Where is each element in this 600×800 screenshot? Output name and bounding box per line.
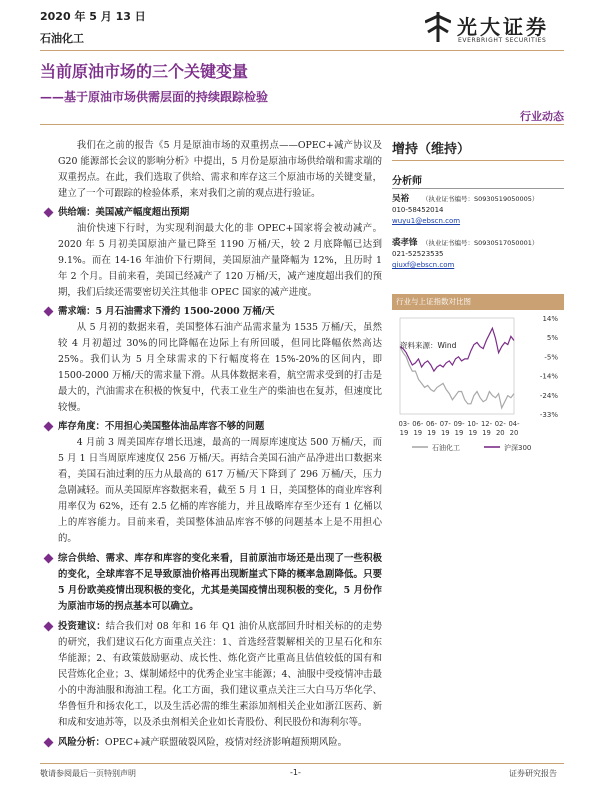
- page-number: -1-: [290, 768, 301, 777]
- report-type-tag: 行业动态: [520, 110, 564, 123]
- investment-heading: 投资建议：: [58, 621, 106, 632]
- section-heading-text: 需求端：5 月石油需求下滑约 1500-2000 万桶/天: [58, 306, 275, 317]
- chart-title: 行业与上证指数对比图: [392, 294, 564, 310]
- summary-text: 综合供给、需求、库存和库容的变化来看，目前原油市场还是出现了一些积极的变化，全球库容不足导致原油价格再出现断崖式下降的概率急剧降低。只要 5 月份欧美疫情出现积极的变化，尤其是美国疫情出现积极的变化，5 月份作为原油市场的拐点基本可以确立。: [58, 553, 382, 612]
- summary-paragraph: [45, 551, 382, 615]
- rating-badge: 增持（维持）: [392, 142, 471, 157]
- logo-mark-icon: [425, 12, 451, 42]
- page-subtitle: ——基于原油市场供需层面的持续跟踪检验: [40, 90, 269, 104]
- footer-divider: [40, 763, 564, 764]
- diamond-bullet-icon: [44, 738, 54, 748]
- chart-x-tick-year: 19: [427, 429, 436, 437]
- section-heading-text: 库存角度：不用担心美国整体油品库容不够的问题: [58, 421, 265, 432]
- logo-text: 光大证券: [457, 15, 549, 39]
- chart-y-tick-label: -24%: [539, 391, 558, 400]
- diamond-bullet-icon: [44, 622, 54, 632]
- section-heading: [45, 304, 382, 320]
- analyst-card: [392, 238, 564, 271]
- chart-x-tick-year: 19: [482, 429, 491, 437]
- section-body: 从 5 月初的数据来看，美国整体石油产品需求量为 1535 万桶/天，虽然较 4 月初超过 30%的同比降幅在边际上有所回暖，但同比降幅依然高达 25%。我们认为 5 月全球需求的下行幅度将在 15%-20%的区间内，即 1500-2000 万桶/天的需求量下滑。从具体数据来看，航空需求受到的打击是最大的，汽油需求在积极的恢复中，代表工业生产的柴油也在复苏，但速度比较慢。: [58, 322, 382, 413]
- analyst-email-link[interactable]: qiuxf@ebscn.com: [392, 261, 455, 269]
- investment-advice: [45, 619, 382, 731]
- comparison-chart: [392, 294, 564, 474]
- footer-disclaimer: 敬请参阅最后一页特别声明: [40, 769, 136, 778]
- analyst-phone: 010-58452014: [392, 206, 444, 214]
- risk-heading: 风险分析：: [58, 737, 105, 748]
- section-body: 4 月前 3 周美国库存增长迅速，最高的一周原库速度达 500 万桶/天，而 5 月 1 日当周原库速度仅 256 万桶/天。再结合美国石油产品净进出口数据来看，美国石油过剩的压力从最高的 617 万桶/天下降到了 296 万桶/天，压力急剧减轻。而从美国原库容数据来看，截至 5 月 1 日，美国整体的商业库容利用率仅为 62%，还有 2.5 亿桶的库容能力，并且战略库存至少还有 1 亿桶以上的库容能力。目前来看，美国整体油品库容不够的问题基本上是不用担心的。: [58, 437, 382, 544]
- report-sector: 石油化工: [40, 32, 84, 45]
- chart-source: 资料来源：Wind: [400, 341, 457, 350]
- chart-x-tick-label: 04-: [508, 420, 520, 428]
- chart-x-tick-label: 06-: [425, 420, 438, 428]
- section-demand: [58, 304, 382, 416]
- chart-x-tick-label: 07-: [439, 420, 451, 428]
- analyst-card: [392, 194, 564, 227]
- section-body: 油价快速下行时，为实现利润最大化的非 OPEC+国家将会被动减产。2020 年 5 月初美国原油产量已降至 1190 万桶/天，较 2 月底降幅已达到 9.1%。而在 14-16 年油价下行期间，美国原油产量降幅为 12%，且历时 1 年 2 个月。目前来看，美国已经减产了 120 万桶/天，减产速度超出我们的预期，我们后续还需要密切关注其他非 OPEC 国家的减产进度。: [58, 223, 382, 298]
- analyst-license: （执业证书编号：S0930519050005）: [422, 195, 539, 203]
- logo-english: EVERBRIGHT SECURITIES: [458, 37, 547, 44]
- analyst-heading: 分析师: [392, 176, 422, 187]
- intro-paragraph: 我们在之前的报告《5 月是原油市场的双重拐点——OPEC+减产协议及 G20 能源部长会议的影响分析》中提出，5 月份是原油市场供给端和需求端的双重拐点。在此，我们选取了供给、需求和库存这三个原油市场的关键变量，建立了一个可跟踪的检验体系，来对我们之前的观点进行验证。: [58, 140, 382, 199]
- diamond-bullet-icon: [44, 554, 54, 564]
- section-heading: [45, 205, 382, 221]
- chart-y-tick-label: 14%: [542, 315, 558, 323]
- analyst-license: （执业证书编号：S0930517050001）: [422, 239, 539, 247]
- chart-canvas: [392, 310, 564, 474]
- chart-x-tick-year: 19: [454, 429, 464, 437]
- chart-legend-label: 沪深300: [504, 444, 532, 452]
- chart-x-tick-year: 19: [399, 429, 409, 437]
- title-divider: [40, 124, 564, 125]
- analyst-name: 裘孝锋: [392, 238, 418, 248]
- analyst-divider: [392, 188, 564, 189]
- main-column: [58, 138, 382, 751]
- investment-text: 结合我们对 08 年和 16 年 Q1 油价从底部回升时相关标的的走势的研究，我们建议石化方面重点关注：1、首选经营製解相关的卫星石化和东华能源；2、有政策鼓励驱动、成长性、炼化资产比重高且估值较低的国有和民营炼化企业；3、煤制烯烃中的优秀企业宝丰能源；4、油服中受疫情冲击最小的中海油服和海油工程。化工方面，我们建议重点关注三大白马万华化学、华鲁恒升和扬农化工，以及生活必需的维生素添加剂相关企业如浙江医药、新和成和安迪苏等，以及杀虫剂相关企业如长青股份、利民股份和海利尔等。: [58, 621, 382, 728]
- chart-x-tick-label: 06-: [412, 420, 424, 428]
- section-inventory: [58, 419, 382, 547]
- chart-x-tick-label: 02-: [494, 420, 506, 428]
- chart-x-tick-year: 20: [495, 429, 505, 437]
- analyst-email-link[interactable]: wuyu1@ebscn.com: [392, 217, 461, 225]
- chart-y-tick-label: -33%: [539, 411, 558, 419]
- chart-x-tick-year: 19: [468, 429, 478, 437]
- risk-text: OPEC+减产联盟破裂风险，疫情对经济影响超预期风险。: [104, 737, 348, 748]
- footer-report-type: 证券研究报告: [509, 769, 557, 778]
- section-heading-text: 供给端：美国减产幅度超出预期: [58, 207, 190, 218]
- chart-x-tick-year: 20: [509, 429, 519, 437]
- risk-analysis: [45, 735, 382, 751]
- report-date: 2020 年 5 月 13 日: [40, 10, 146, 23]
- chart-series-line-0: [400, 347, 514, 408]
- diamond-bullet-icon: [44, 307, 54, 317]
- chart-legend-label: 石油化工: [432, 444, 460, 452]
- rating-divider: [392, 160, 564, 161]
- page-title: 当前原油市场的三个关键变量: [40, 62, 249, 81]
- analyst-phone: 021-52523535: [392, 250, 444, 258]
- section-heading: [45, 419, 382, 435]
- chart-y-tick-label: -5%: [544, 353, 558, 362]
- diamond-bullet-icon: [44, 422, 54, 432]
- section-supply: [58, 205, 382, 301]
- analyst-name: 吴裕: [392, 194, 410, 204]
- chart-x-tick-label: 10-: [467, 420, 479, 428]
- chart-y-tick-label: -14%: [539, 372, 558, 381]
- company-logo: [425, 10, 565, 50]
- chart-x-tick-year: 19: [440, 429, 450, 437]
- chart-x-tick-label: 03-: [398, 420, 410, 428]
- diamond-bullet-icon: [44, 208, 54, 218]
- chart-x-tick-label: 12-: [480, 420, 493, 428]
- chart-x-tick-label: 09-: [453, 420, 465, 428]
- chart-plot-frame: [400, 318, 514, 414]
- chart-y-tick-label: 5%: [546, 334, 558, 343]
- chart-x-tick-year: 19: [413, 429, 423, 437]
- header-divider: [40, 50, 564, 51]
